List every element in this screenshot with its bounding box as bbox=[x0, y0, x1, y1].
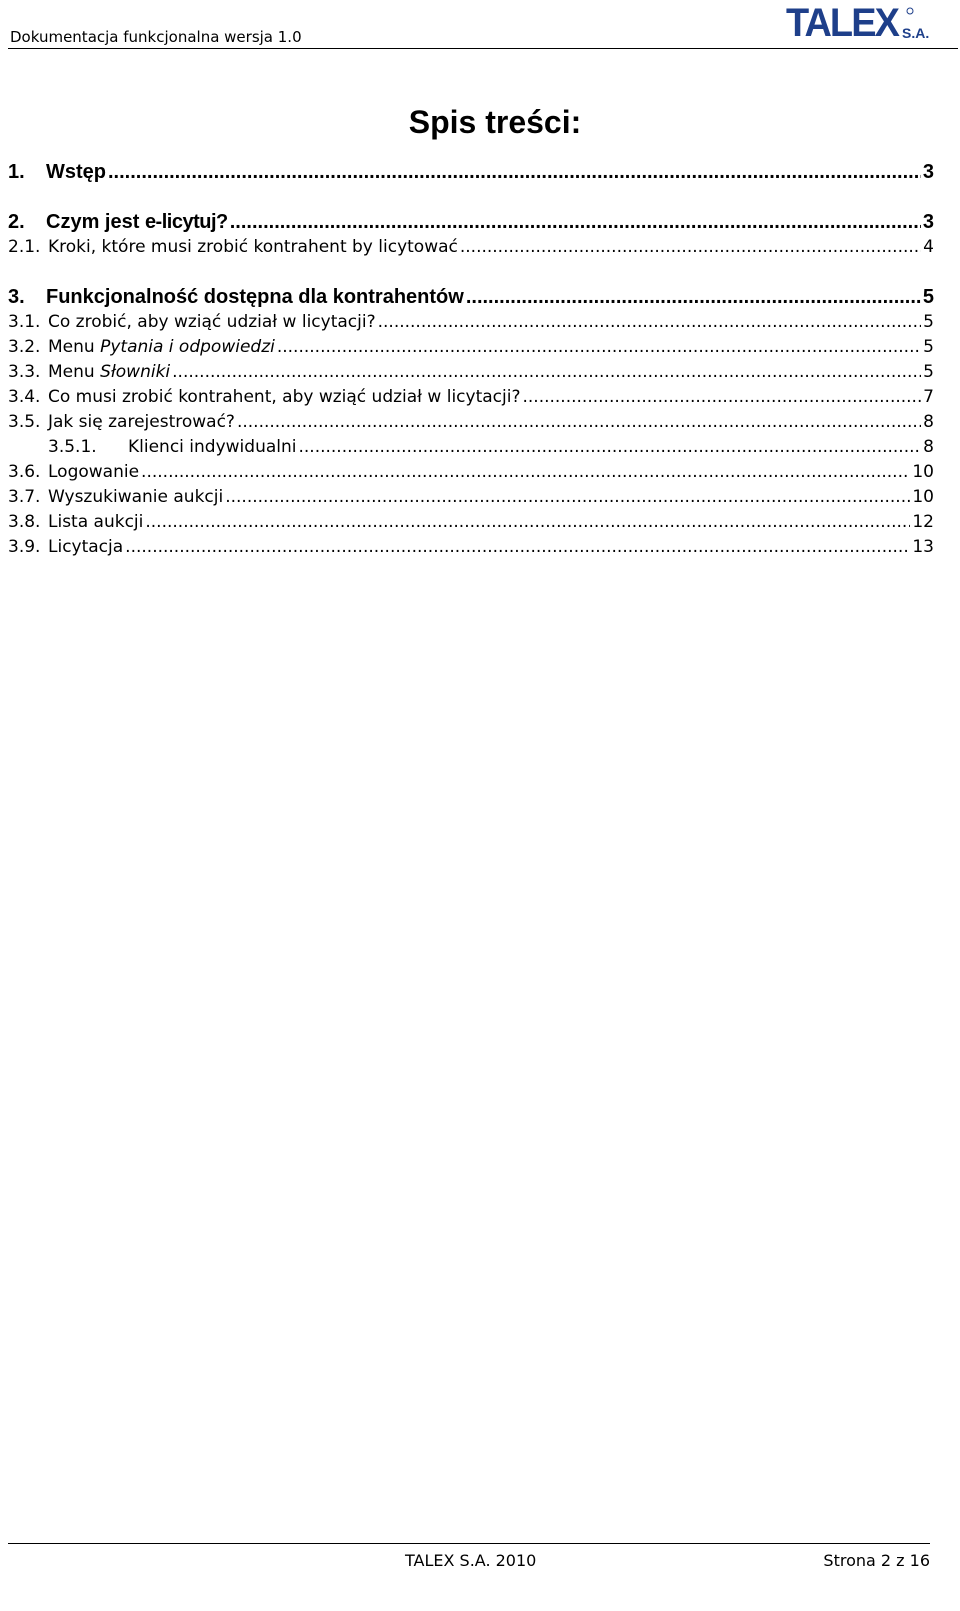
toc-entry[interactable] bbox=[8, 160, 934, 185]
toc-entry-number: 3.5. bbox=[8, 412, 41, 432]
footer-company: TALEX S.A. 2010 bbox=[405, 1551, 537, 1570]
logo-wordmark: TALEX bbox=[786, 2, 901, 42]
toc-entry-number: 1. bbox=[8, 161, 25, 183]
toc-entry-number: 3.6. bbox=[8, 462, 41, 482]
toc-entry-page: 8 bbox=[923, 412, 934, 432]
toc-entry[interactable] bbox=[8, 510, 934, 535]
toc-entry-leader bbox=[108, 160, 921, 185]
footer-page-indicator: Strona 2 z 16 bbox=[823, 1551, 930, 1570]
toc-entry-leader bbox=[230, 210, 921, 235]
toc-entry-page: 4 bbox=[923, 237, 934, 257]
toc-entry-leader bbox=[172, 360, 921, 385]
toc-entry-number: 3.1. bbox=[8, 312, 41, 332]
toc-entry-label: Logowanie bbox=[48, 462, 140, 482]
toc-entry-page: 13 bbox=[912, 537, 934, 557]
toc-entry-leader bbox=[145, 510, 910, 535]
toc-entry[interactable] bbox=[8, 460, 934, 485]
toc-entry-number: 3.2. bbox=[8, 337, 41, 357]
toc-entry-number: 3.8. bbox=[8, 512, 41, 532]
toc-entry-leader bbox=[225, 485, 910, 510]
toc-entry-number: 3.7. bbox=[8, 487, 41, 507]
page-header bbox=[8, 0, 958, 49]
toc-entry-page: 5 bbox=[923, 337, 934, 357]
toc-entry[interactable] bbox=[8, 360, 934, 385]
toc-entry-page: 10 bbox=[912, 487, 934, 507]
toc-entry[interactable] bbox=[8, 410, 934, 435]
toc-entry-page: 10 bbox=[912, 462, 934, 482]
toc-entry-emphasis: Pytania i odpowiedzi bbox=[100, 337, 275, 357]
toc-entry-page: 8 bbox=[923, 437, 934, 457]
toc-entry[interactable] bbox=[8, 285, 934, 310]
toc-entry-leader bbox=[460, 235, 921, 260]
toc-entry-number: 3.3. bbox=[8, 362, 41, 382]
toc-entry-label: Klienci indywidualni bbox=[128, 437, 297, 457]
toc-entry-page: 3 bbox=[922, 211, 934, 233]
toc-entry[interactable] bbox=[8, 485, 934, 510]
toc-entry-page: 7 bbox=[923, 387, 934, 407]
toc-entry-number: 3.4. bbox=[8, 387, 41, 407]
toc-entry[interactable] bbox=[8, 210, 934, 235]
toc-entry-page: 12 bbox=[912, 512, 934, 532]
toc-entry-number: 3.5.1. bbox=[48, 437, 97, 457]
toc-entry-leader bbox=[522, 385, 921, 410]
toc-entry-label: Wstęp bbox=[46, 161, 106, 183]
toc-entry[interactable] bbox=[8, 310, 934, 335]
toc-entry-brand: e-licytuj? bbox=[144, 211, 228, 233]
toc-entry-emphasis: Słowniki bbox=[100, 362, 171, 382]
document-title: Dokumentacja funkcjonalna wersja 1.0 bbox=[10, 28, 302, 46]
logo-suffix: S.A. bbox=[902, 25, 930, 41]
toc-title: Spis treści: bbox=[408, 104, 582, 140]
toc-entry-label: Czym jest e-licytuj? bbox=[46, 211, 228, 233]
toc-entry-leader bbox=[378, 310, 922, 335]
toc-entry-label: Co zrobić, aby wziąć udział w licytacji? bbox=[48, 312, 376, 332]
toc-entry-label: Funkcjonalność dostępna dla kontrahentów bbox=[46, 286, 464, 308]
toc-entry-number: 3. bbox=[8, 286, 25, 308]
toc-entry-leader bbox=[237, 410, 921, 435]
toc-entry-label: Jak się zarejestrować? bbox=[48, 412, 235, 432]
toc-entry-leader bbox=[466, 285, 921, 310]
page-footer bbox=[8, 1543, 930, 1584]
toc-entry[interactable] bbox=[48, 435, 934, 460]
toc-entry-page: 5 bbox=[922, 286, 934, 308]
toc-entry-leader bbox=[277, 335, 921, 360]
toc-entry-label: Lista aukcji bbox=[48, 512, 144, 532]
toc-entry-number: 2. bbox=[8, 211, 25, 233]
toc-entry[interactable] bbox=[8, 385, 934, 410]
toc-entry[interactable] bbox=[8, 235, 934, 260]
toc-entry[interactable] bbox=[8, 535, 934, 560]
toc-entry-leader bbox=[141, 460, 910, 485]
toc-entry-leader bbox=[125, 535, 910, 560]
talex-logo bbox=[786, 2, 938, 42]
toc-entry-label: Wyszukiwanie aukcji bbox=[48, 487, 224, 507]
toc-entry-page: 5 bbox=[923, 312, 934, 332]
toc-entry-number: 3.9. bbox=[8, 537, 41, 557]
toc-entry-leader bbox=[298, 435, 921, 460]
toc-entry-label: Menu Słowniki bbox=[48, 362, 171, 382]
toc-entry-number: 2.1. bbox=[8, 237, 41, 257]
toc-entry-page: 3 bbox=[922, 161, 934, 183]
toc-entry-label: Co musi zrobić kontrahent, aby wziąć udział w licytacji? bbox=[48, 387, 521, 407]
toc-entry[interactable] bbox=[8, 335, 934, 360]
toc-entry-label: Kroki, które musi zrobić kontrahent by licytować bbox=[48, 237, 458, 257]
toc-entry-label: Menu Pytania i odpowiedzi bbox=[48, 337, 275, 357]
toc-entry-label: Licytacja bbox=[48, 537, 124, 557]
toc-entry-page: 5 bbox=[923, 362, 934, 382]
